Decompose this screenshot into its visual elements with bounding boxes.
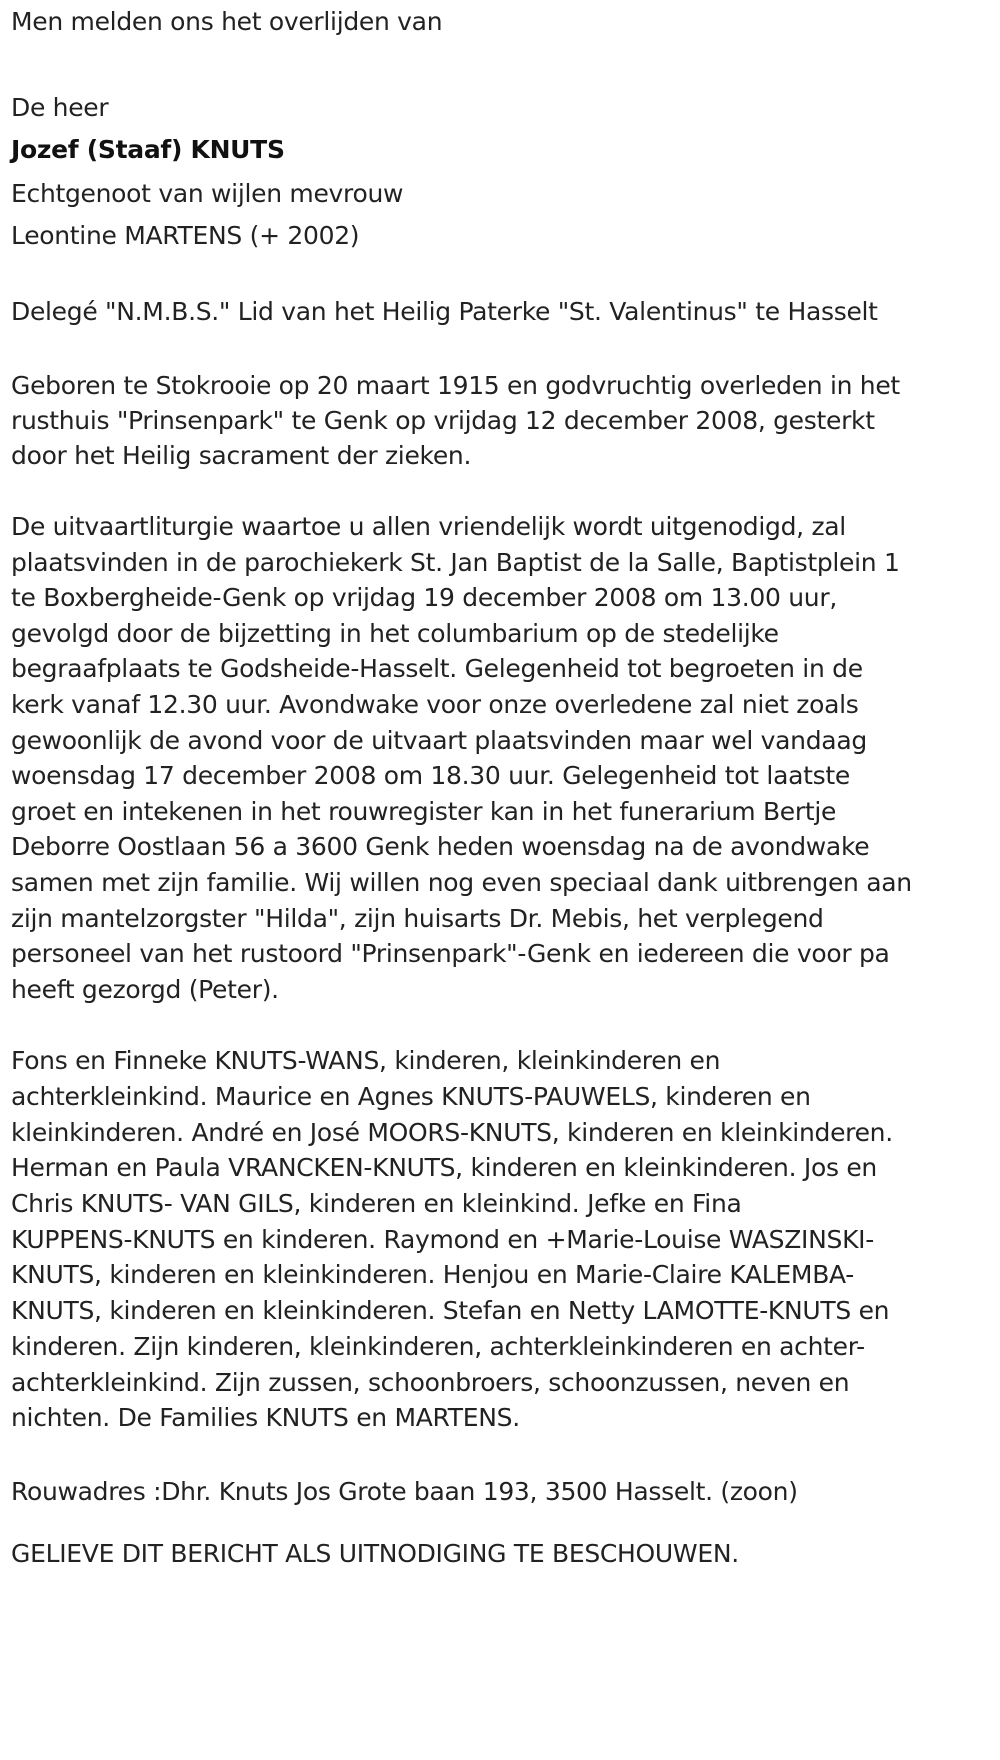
paragraph-line: KUPPENS-KNUTS en kinderen. Raymond en +Marie-Louise WASZINSKI-	[11, 1224, 874, 1254]
deceased-name: Jozef (Staaf) KNUTS	[11, 135, 285, 164]
spacer	[11, 42, 991, 82]
paragraph-line: rusthuis "Prinsenpark" te Genk op vrijdag 12 december 2008, gesterkt	[11, 406, 875, 435]
spacer	[11, 1512, 991, 1534]
paragraph-line: begraafplaats te Godsheide-Hasselt. Gelegenheid tot begroeten in de	[11, 654, 863, 684]
paragraph-line: kleinkinderen. André en José MOORS-KNUTS, kinderen en kleinkinderen.	[11, 1117, 893, 1147]
intro-text: Men melden ons het overlijden van	[11, 7, 443, 36]
paragraph-line: KNUTS, kinderen en kleinkinderen. Henjou en Marie-Claire KALEMBA-	[11, 1260, 855, 1290]
paragraph-line: kinderen. Zijn kinderen, kleinkinderen, achterkleinkinderen en achter-	[11, 1331, 865, 1361]
paragraph-line: De uitvaartliturgie waartoe u allen vriendelijk wordt uitgenodigd, zal	[11, 512, 846, 541]
family-paragraph	[11, 1043, 991, 1436]
paragraph-line: Herman en Paula VRANCKEN-KNUTS, kinderen en kleinkinderen. Jos en	[11, 1153, 877, 1183]
paragraph-line: samen met zijn familie. Wij willen nog even speciaal dank uitbrengen aan	[11, 867, 912, 897]
paragraph-line: groet en intekenen in het rouwregister kan in het funerarium Bertje	[11, 796, 837, 826]
paragraph-line: achterkleinkind. Maurice en Agnes KNUTS-PAUWELS, kinderen en	[11, 1082, 811, 1111]
paragraph-line: Chris KNUTS- VAN GILS, kinderen en kleinkind. Jefke en Fina	[11, 1189, 742, 1219]
paragraph-line: door het Heilig sacrament der zieken.	[11, 441, 472, 470]
birth-death-paragraph	[11, 368, 991, 473]
paragraph-line: KNUTS, kinderen en kleinkinderen. Stefan en Netty LAMOTTE-KNUTS en	[11, 1296, 890, 1326]
paragraph-line: woensdag 17 december 2008 om 18.30 uur. Gelegenheid tot laatste	[11, 761, 850, 791]
paragraph-line: kerk vanaf 12.30 uur. Avondwake voor onze overledene zal niet zoals	[11, 689, 859, 719]
paragraph-line: Deborre Oostlaan 56 a 3600 Genk heden woensdag na de avondwake	[11, 832, 870, 862]
spacer	[11, 1436, 991, 1472]
mourning-address: Rouwadres :Dhr. Knuts Jos Grote baan 193, 3500 Hasselt. (zoon)	[11, 1476, 798, 1506]
death-notice	[11, 0, 991, 1574]
paragraph-line: te Boxbergheide-Genk op vrijdag 19 december 2008 om 13.00 uur,	[11, 583, 837, 613]
spouse-line-2: Leontine MARTENS (+ 2002)	[11, 221, 360, 250]
paragraph-line: plaatsvinden in de parochiekerk St. Jan Baptist de la Salle, Baptistplein 1	[11, 547, 900, 577]
paragraph-line: Fons en Finneke KNUTS-WANS, kinderen, kleinkinderen en	[11, 1046, 721, 1076]
spacer	[11, 256, 991, 296]
paragraph-line: personeel van het rustoord "Prinsenpark"-Genk en iedereen die voor pa	[11, 939, 890, 969]
spacer	[11, 1007, 991, 1043]
affiliation-text: Delegé "N.M.B.S." Lid van het Heilig Paterke "St. Valentinus" te Hasselt	[11, 297, 878, 326]
paragraph-line: nichten. De Families KNUTS en MARTENS.	[11, 1403, 520, 1433]
paragraph-line: achterkleinkind. Zijn zussen, schoonbroers, schoonzussen, neven en	[11, 1367, 850, 1397]
paragraph-line: heeft gezorgd (Peter).	[11, 974, 279, 1004]
paragraph-line: gewoonlijk de avond voor de uitvaart plaatsvinden maar wel vandaag	[11, 725, 867, 755]
closing-text: GELIEVE DIT BERICHT ALS UITNODIGING TE BESCHOUWEN.	[11, 1538, 739, 1568]
spacer	[11, 473, 991, 509]
paragraph-line: gevolgd door de bijzetting in het columbarium op de stedelijke	[11, 618, 779, 648]
paragraph-line: zijn mantelzorgster "Hilda", zijn huisarts Dr. Mebis, het verplegend	[11, 903, 824, 933]
spouse-line-1: Echtgenoot van wijlen mevrouw	[11, 179, 404, 208]
funeral-paragraph	[11, 509, 991, 1007]
salutation: De heer	[11, 93, 109, 122]
spacer	[11, 332, 991, 372]
paragraph-line: Geboren te Stokrooie op 20 maart 1915 en godvruchtig overleden in het	[11, 371, 900, 400]
